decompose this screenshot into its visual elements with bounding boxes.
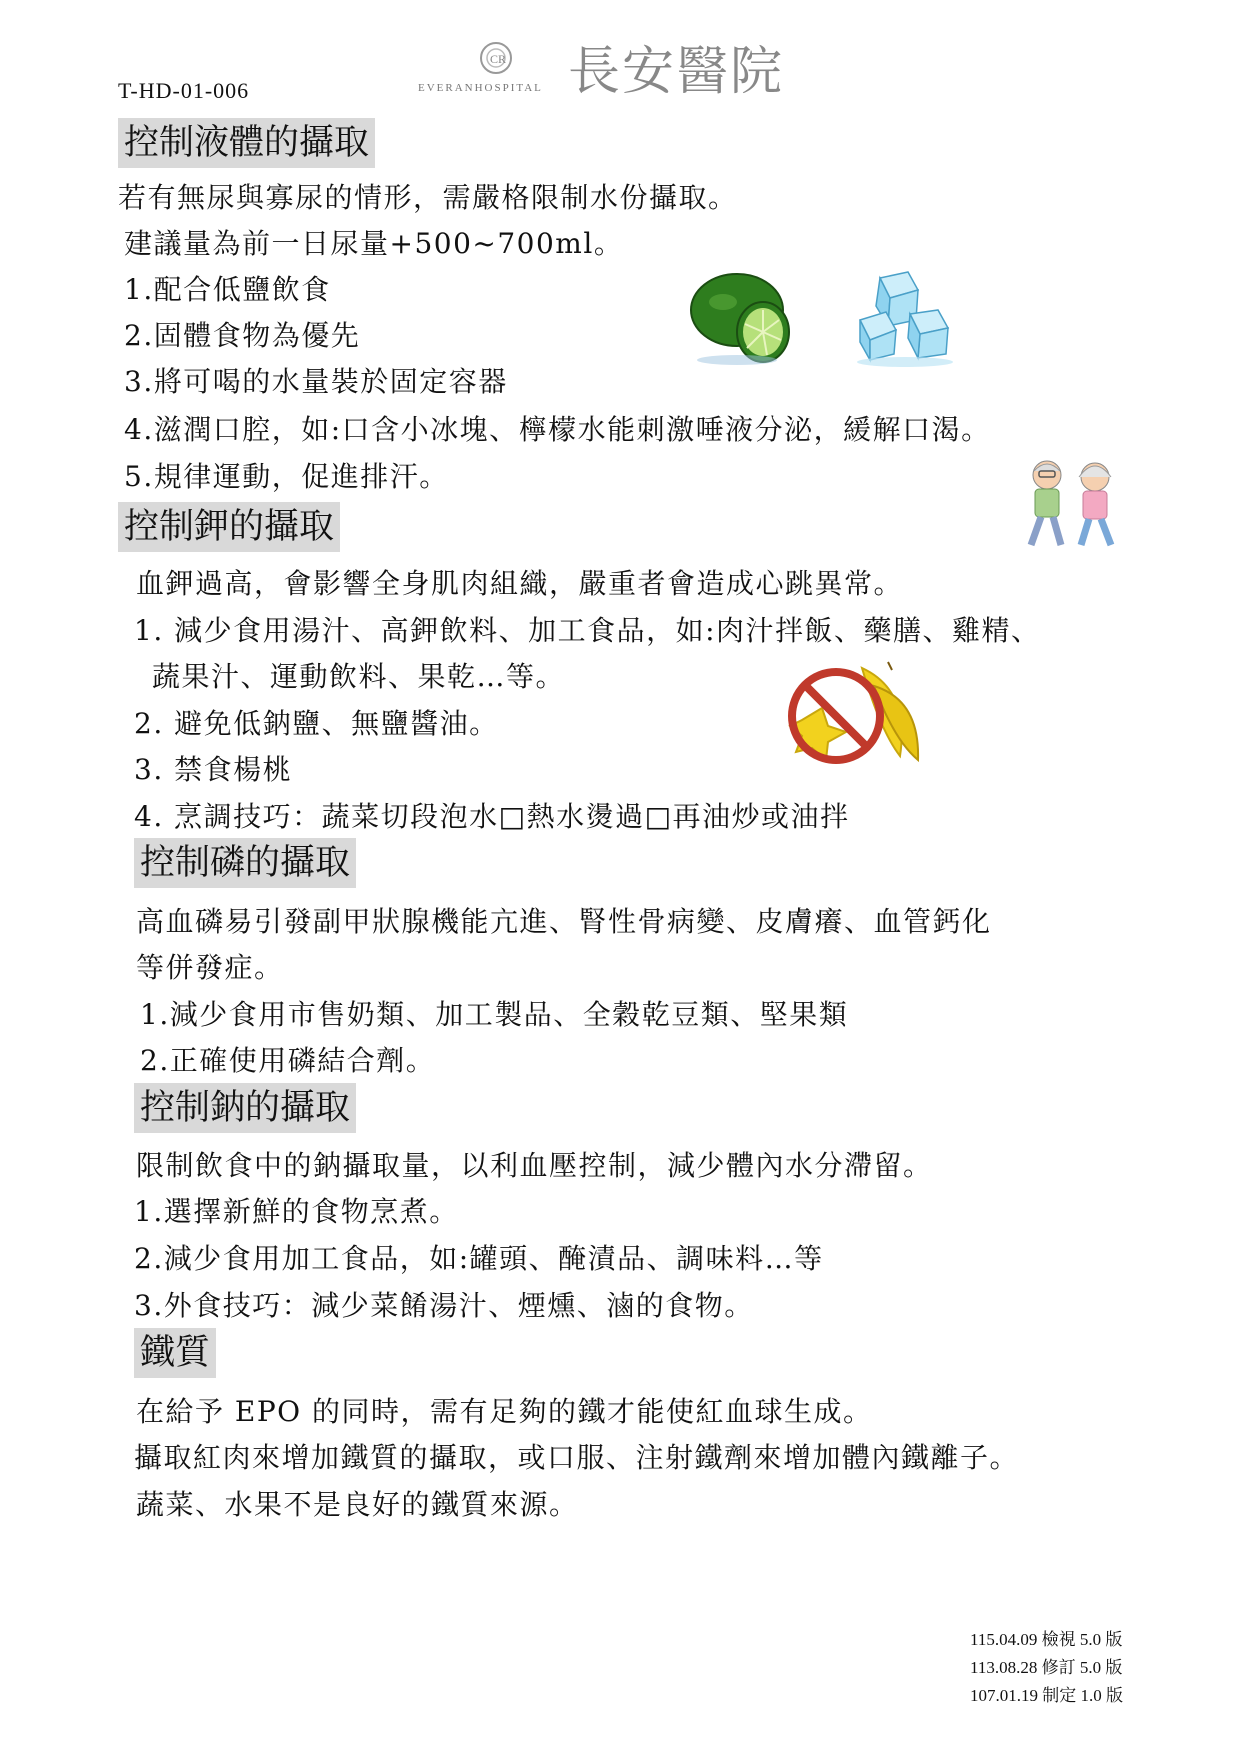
potassium-line: 3. 禁食楊桃 bbox=[134, 753, 293, 786]
fluid-line: 4.滋潤口腔，如:口含小冰塊、檸檬水能刺激唾液分泌，緩解口渴。 bbox=[124, 413, 991, 446]
document-code: T-HD-01-006 bbox=[118, 78, 250, 103]
revision-line: 107.01.19 制定 1.0 版 bbox=[970, 1686, 1123, 1705]
potassium-line: 蔬果汁、運動飲料、果乾…等。 bbox=[152, 660, 566, 693]
fluid-line: 建議量為前一日尿量+500~700ml。 bbox=[124, 227, 624, 260]
heading-iron: 鐵質 bbox=[134, 1328, 216, 1378]
phosphorus-line: 高血磷易引發副甲狀腺機能亢進、腎性骨病變、皮膚癢、血管鈣化 bbox=[136, 905, 992, 938]
iron-line: 在給予 EPO 的同時，需有足夠的鐵才能使紅血球生成。 bbox=[136, 1395, 873, 1428]
iron-line: 蔬菜、水果不是良好的鐵質來源。 bbox=[136, 1488, 579, 1521]
phosphorus-line: 2.正確使用磷結合劑。 bbox=[140, 1044, 436, 1077]
potassium-line: 4. 烹調技巧：蔬菜切段泡水□熱水燙過□再油炒或油拌 bbox=[134, 800, 850, 833]
logo-chinese-name: 長安醫院 bbox=[568, 42, 785, 102]
potassium-line: 血鉀過高，會影響全身肌肉組織，嚴重者會造成心跳異常。 bbox=[136, 567, 904, 600]
revision-history bbox=[970, 1626, 1123, 1710]
svg-text:CR: CR bbox=[490, 52, 507, 66]
no-starfruit-icon bbox=[782, 660, 928, 770]
heading-sodium: 控制鈉的攝取 bbox=[134, 1083, 356, 1133]
phosphorus-line: 等併發症。 bbox=[136, 951, 284, 984]
fluid-line: 5.規律運動，促進排汗。 bbox=[124, 460, 449, 493]
potassium-line: 1. 減少食用湯汁、高鉀飲料、加工食品，如:肉汁拌飯、藥膳、雞精、 bbox=[134, 614, 1041, 647]
revision-line: 115.04.09 檢視 5.0 版 bbox=[970, 1630, 1123, 1649]
phosphorus-line: 1.減少食用市售奶類、加工製品、全穀乾豆類、堅果類 bbox=[140, 998, 849, 1031]
sodium-line: 2.減少食用加工食品，如:罐頭、醃漬品、調味料…等 bbox=[134, 1242, 824, 1275]
heading-fluid: 控制液體的攝取 bbox=[118, 118, 375, 168]
fluid-line: 若有無尿與寡尿的情形，需嚴格限制水份攝取。 bbox=[118, 181, 738, 214]
logo-english-name: EVERANHOSPITAL bbox=[418, 82, 543, 94]
lime-icon bbox=[675, 268, 795, 368]
revision-line: 113.08.28 修訂 5.0 版 bbox=[970, 1658, 1123, 1677]
fluid-line: 1.配合低鹽飲食 bbox=[124, 273, 331, 306]
hospital-logo bbox=[418, 40, 818, 104]
heading-potassium: 控制鉀的攝取 bbox=[118, 502, 340, 552]
ice-cubes-icon bbox=[850, 268, 965, 368]
fluid-line: 3.將可喝的水量裝於固定容器 bbox=[124, 365, 508, 398]
sodium-line: 限制飲食中的鈉攝取量，以利血壓控制，減少體內水分滯留。 bbox=[136, 1149, 933, 1182]
iron-line: 攝取紅肉來增加鐵質的攝取，或口服、注射鐵劑來增加體內鐵離子。 bbox=[134, 1441, 1020, 1474]
heading-phosphorus: 控制磷的攝取 bbox=[134, 838, 356, 888]
sodium-line: 3.外食技巧：減少菜餚湯汁、煙燻、滷的食物。 bbox=[134, 1289, 754, 1322]
sodium-line: 1.選擇新鮮的食物烹煮。 bbox=[134, 1195, 459, 1228]
elderly-couple-icon bbox=[1015, 455, 1127, 551]
fluid-line: 2.固體食物為優先 bbox=[124, 319, 361, 352]
hospital-emblem-icon bbox=[476, 40, 516, 80]
potassium-line: 2. 避免低鈉鹽、無鹽醬油。 bbox=[134, 707, 499, 740]
